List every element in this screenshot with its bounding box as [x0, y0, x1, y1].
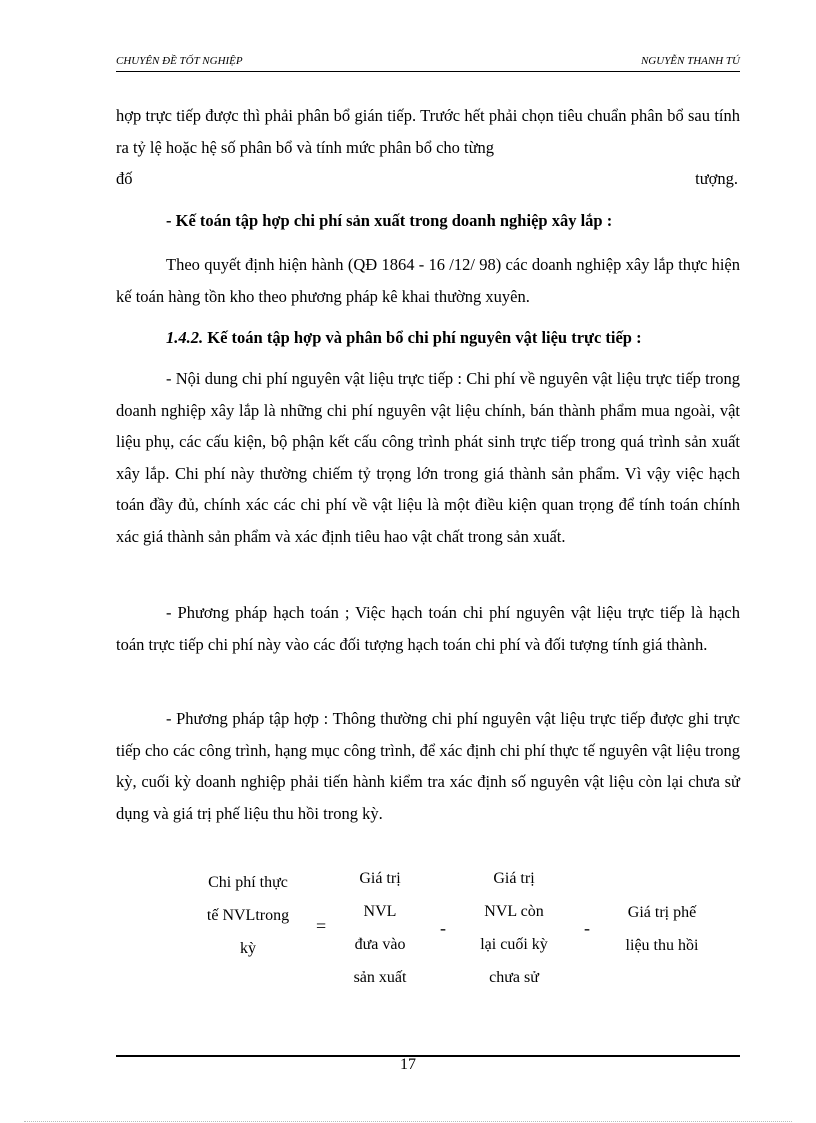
- formula-line: đưa vào: [354, 936, 406, 953]
- formula-equals: =: [316, 916, 327, 936]
- subsection-title: Kế toán tập hợp và phân bổ chi phí nguyên vật liệu trực tiếp :: [203, 328, 642, 347]
- subsection-heading-1-4-2: [116, 322, 740, 354]
- section-heading-text: - Kế toán tập hợp chi phí sản xuất trong doanh nghiệp xây lắp :: [166, 211, 613, 230]
- paragraph-content-text: - Nội dung chi phí nguyên vật liệu trực tiếp : Chi phí về nguyên vật liệu trực tiếp trong doanh nghiệp xây lắp là những chi phí nguyên vật liệu chính, bán thành phẩm mua ngoài, vật liệu phụ, các cấu kiện, bộ phận kết cấu công trình phát sinh trực tiếp trong quá trình sản xuất xây lắp. Chi phí này thường chiếm tỷ trọng lớn trong giá thành sản phẩm. Vì vậy việc hạch toán đầy đủ, chính xác các chi phí về vật liệu là một điều kiện quan trọng để tính toán chính xác giá thành sản phẩm và xác định tiêu hao vật chất trong sản xuất.: [116, 369, 740, 546]
- paragraph-allocation: [116, 100, 740, 163]
- paragraph-content: [116, 363, 740, 552]
- paragraph-collection-text: - Phương pháp tập hợp : Thông thường chi phí nguyên vật liệu trực tiếp được ghi trực tiếp cho các công trình, hạng mục công trình, để xác định chi phí thực tế nguyên vật liệu trong kỳ, cuối kỳ doanh nghiệp phải tiến hành kiểm tra xác định số nguyên vật liệu còn lại chưa sử dụng và giá trị phế liệu thu hồi trong kỳ.: [116, 709, 740, 823]
- subsection-number: 1.4.2.: [166, 328, 204, 347]
- page-bottom-edge: [24, 1121, 792, 1122]
- formula-line: lại cuối kỳ: [480, 936, 548, 953]
- broken-word-start: đố: [116, 169, 133, 188]
- formula-line: Chi phí thực: [208, 874, 288, 891]
- header-document-type: CHUYÊN ĐỀ TỐT NGHIỆP: [116, 55, 243, 67]
- formula-term-actual-cost: [188, 866, 308, 965]
- paragraph-method: [116, 597, 740, 660]
- cost-formula: [0, 866, 816, 996]
- formula-line: NVL còn: [484, 903, 544, 920]
- section-heading-construction: [116, 205, 740, 237]
- formula-minus: -: [440, 918, 446, 938]
- paragraph-allocation-text: hợp trực tiếp được thì phải phân bổ gián tiếp. Trước hết phải chọn tiêu chuẩn phân bổ sau tính ra tỷ lệ hoặc hệ số phân bổ và tính mức phân bổ cho từng: [116, 106, 740, 157]
- formula-line: tế NVLtrong: [206, 907, 290, 924]
- formula-term-material-remaining: [462, 862, 566, 994]
- formula-line: sản xuất: [353, 969, 407, 986]
- page-header: [116, 55, 740, 71]
- formula-line: Giá trị: [493, 870, 535, 887]
- formula-line: Giá trị phế: [627, 904, 697, 921]
- formula-term-scrap-value: [602, 896, 722, 962]
- header-divider: [116, 71, 740, 72]
- formula-line: NVL: [363, 903, 397, 920]
- formula-line: chưa sử: [489, 969, 539, 986]
- page-number: 17: [400, 1056, 416, 1073]
- broken-word-end: tượng.: [695, 169, 738, 188]
- formula-minus: -: [584, 918, 590, 938]
- formula-line: liệu thu hồi: [625, 937, 699, 954]
- paragraph-method-text: - Phương pháp hạch toán ; Việc hạch toán chi phí nguyên vật liệu trực tiếp là hạch toán trực tiếp chi phí này vào các đối tượng hạch toán chi phí và đối tượng tính giá thành.: [116, 603, 740, 654]
- paragraph-allocation-end: [116, 163, 740, 195]
- paragraph-regulation: [116, 249, 740, 312]
- formula-line: Giá trị: [359, 870, 401, 887]
- paragraph-regulation-text: Theo quyết định hiện hành (QĐ 1864 - 16 /12/ 98) các doanh nghiệp xây lắp thực hiện kế toán hàng tồn kho theo phương pháp kê khai thường xuyên.: [116, 255, 740, 306]
- header-author: NGUYỄN THANH TÚ: [640, 55, 740, 67]
- formula-term-material-input: [330, 862, 430, 994]
- formula-line: kỳ: [240, 940, 256, 957]
- paragraph-collection: [116, 703, 740, 829]
